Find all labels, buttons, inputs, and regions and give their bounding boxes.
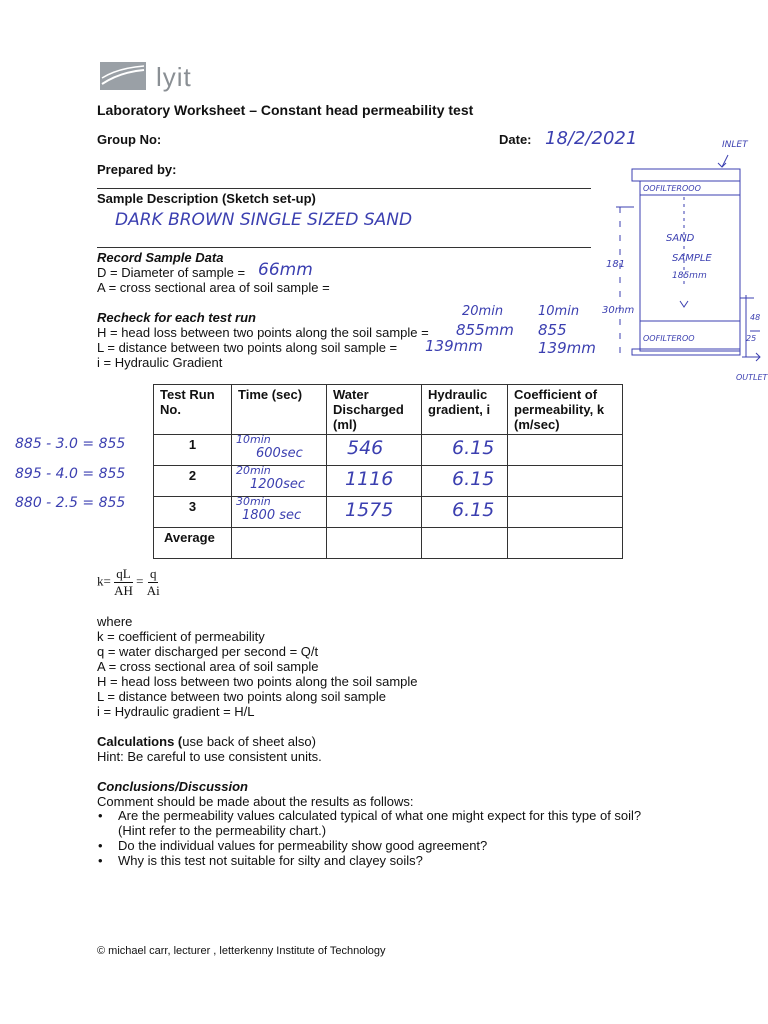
col-note-time-a: 20min	[462, 304, 504, 319]
gradient-label: i = Hydraulic Gradient	[97, 355, 223, 370]
col-header-run: Test Run No.	[154, 385, 232, 435]
table-row	[154, 466, 623, 497]
time-sec: 1800 sec	[242, 508, 302, 523]
outlet-label: OUTLET	[736, 373, 768, 382]
group-label: Group No:	[97, 132, 162, 147]
average-label: Average	[164, 530, 215, 545]
logo-text: lyit	[156, 62, 192, 92]
head-value: 855mm	[456, 321, 514, 339]
left-dimension-2: 30mm	[602, 305, 635, 316]
test-run-table	[153, 384, 623, 559]
prepared-label: Prepared by:	[97, 162, 177, 177]
average-row	[154, 528, 623, 559]
distance-note: 139mm	[538, 339, 596, 357]
filter-top-label: OOFILTEROOO	[643, 184, 701, 193]
head-note: 855	[538, 321, 567, 339]
water-value: 1116	[345, 468, 394, 490]
col-header-k: Coefficient of permeability, k (m/sec)	[508, 385, 623, 435]
conclusions-heading: Conclusions/Discussion	[97, 779, 248, 794]
run-number: 2	[188, 468, 197, 483]
list-item: • Why is this test not suitable for silty and clayey soils?	[96, 853, 661, 868]
side-calc-1: 885 - 3.0 = 855	[15, 436, 126, 452]
page-title: Laboratory Worksheet – Constant head permeability test	[97, 102, 474, 118]
k-value	[508, 497, 622, 525]
col-note-time-b: 10min	[538, 304, 580, 319]
side-calc-2: 895 - 4.0 = 855	[15, 466, 126, 482]
hint: Hint: Be careful to use consistent units.	[97, 749, 322, 764]
col-header-time: Time (sec)	[232, 385, 327, 435]
recheck-heading: Recheck for each test run	[97, 310, 256, 325]
run-number: 1	[188, 437, 197, 452]
water-value: 546	[347, 437, 384, 459]
record-heading: Record Sample Data	[97, 250, 224, 265]
time-min: 10min	[236, 433, 271, 446]
table-row	[154, 497, 623, 528]
gradient-value: 6.15	[452, 499, 495, 521]
distance-label: L = distance between two points along soil sample =	[97, 340, 398, 355]
list-item: • Are the permeability values calculated typical of what one might expect for this type of soil? (Hint refer to the permeability chart.)	[96, 808, 661, 838]
right-dimension-2: 25	[746, 334, 757, 343]
water-value: 1575	[345, 499, 394, 521]
head-label: H = head loss between two points along the soil sample =	[97, 325, 429, 340]
conclusions-intro: Comment should be made about the results as follows:	[97, 794, 414, 809]
where-definitions: where k = coefficient of permeability q = water discharged per second = Q/t A = cross sectional area of soil sample H = head loss between two points along the soil sample L = distance between two points along soil sample i = Hydraulic gradient = H/L	[97, 614, 418, 719]
time-min: 20min	[236, 464, 271, 477]
time-sec: 600sec	[256, 446, 303, 461]
inlet-label: INLET	[722, 140, 748, 150]
table-row	[154, 435, 623, 466]
left-dimension: 181	[606, 259, 626, 270]
divider	[97, 188, 591, 189]
table-header-row	[154, 385, 623, 435]
filter-bottom-label: OOFILTEROO	[643, 334, 695, 343]
calculations-heading: Calculations (use back of sheet also)	[97, 734, 316, 749]
side-calc-3: 880 - 2.5 = 855	[15, 495, 126, 511]
permeability-formula: k= $\frac{qL}{AH}$ = $\frac{q}{Ai}$	[97, 566, 160, 598]
col-header-gradient: Hydraulic gradient, i	[422, 385, 508, 435]
gradient-value: 6.15	[452, 468, 495, 490]
diameter-value: 66mm	[258, 260, 313, 280]
sample-desc-value: DARK BROWN SINGLE SIZED SAND	[115, 210, 413, 230]
distance-value: 139mm	[425, 337, 483, 355]
col-header-water: Water Discharged (ml)	[327, 385, 422, 435]
date-value: 18/2/2021	[545, 128, 638, 149]
area-label: A = cross sectional area of soil sample =	[97, 280, 330, 295]
apparatus-sketch	[600, 135, 768, 400]
k-value	[508, 466, 622, 494]
sand-label: SAND	[666, 233, 695, 244]
conclusions-list	[96, 808, 661, 868]
sample-desc-label: Sample Description (Sketch set-up)	[97, 191, 316, 206]
right-dimension: 48	[750, 313, 761, 322]
sample-label: SAMPLE	[672, 253, 712, 264]
divider	[97, 247, 591, 248]
time-min: 30min	[236, 495, 271, 508]
run-number: 3	[188, 499, 197, 514]
k-value	[508, 435, 622, 463]
sample-length: 185mm	[672, 271, 707, 281]
gradient-value: 6.15	[452, 437, 495, 459]
diameter-label: D = Diameter of sample =	[97, 265, 246, 280]
time-sec: 1200sec	[250, 477, 306, 492]
list-item: • Do the individual values for permeability show good agreement?	[96, 838, 661, 853]
date-label: Date:	[499, 132, 532, 147]
footer: © michael carr, lecturer , letterkenny Institute of Technology	[97, 945, 386, 957]
lyit-logo-mark	[100, 62, 146, 90]
